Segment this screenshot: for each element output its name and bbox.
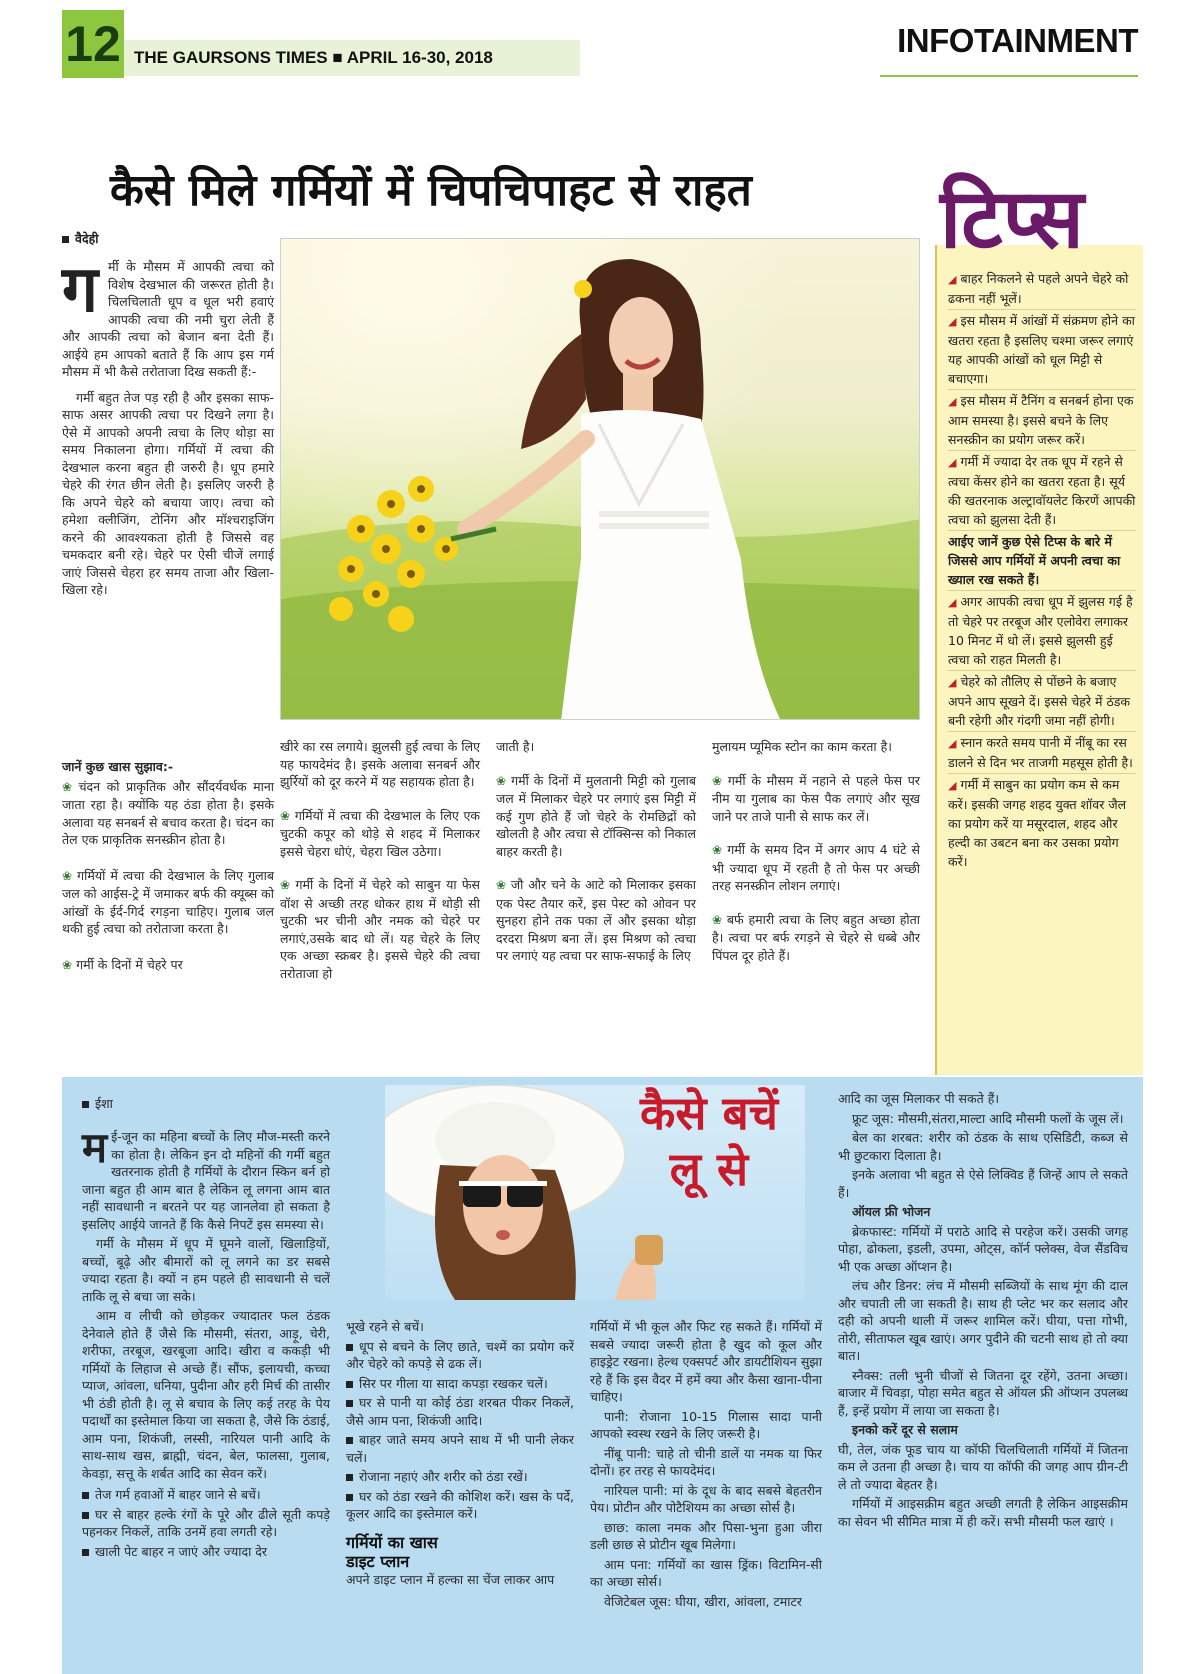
bullet-text: बाहर जाते समय अपने साथ में भी पानी लेकर चलें।: [346, 1432, 574, 1465]
tip-marker-icon: ◢: [948, 779, 957, 792]
tips-title: टिप्स: [940, 172, 1084, 267]
paragraph-text: गर्मी के मौसम में नहाने से पहले फेस पर नीम या गुलाब का फेस पैक लगाएं और सूख जाने पर ताजे पानी से साफ कर लें।: [712, 772, 921, 824]
paragraph: नींबू पानी: चाहे तो चीनी डालें या नमक या फिर दोनों। हर तरह से फायदेमंद।: [590, 1445, 822, 1478]
tip-bold-note: आईए जानें कुछ ऐसे टिप्स के बारे में जिससे आप गर्मियों में अपनी त्वचा का ख्याल रख सकते हैं।: [948, 531, 1136, 591]
paragraph: पानी: रोजाना 10-15 गिलास सादा पानी आपको स्वस्थ रखने के लिए जरूरी है।: [590, 1408, 822, 1441]
paragraph-text: गर्मी के दिनों में चेहरे पर: [76, 956, 183, 972]
paragraph-text: गर्मी के दिनों में मुलतानी मिट्टी को गुलाब जल में मिलाकर चेहरे पर लगाएं इस मिट्टी में कई गुण होते हैं जो चेहरे के रोमछिद्रों को खोलती है और त्वचा से टॉक्सिन्स को निकाल बाहर करती है।: [496, 772, 696, 859]
paragraph: आदि का जूस मिलाकर पी सकते हैं।: [838, 1091, 1000, 1106]
paragraph: आम पना: गर्मियों का खास ड्रिंक। विटामिन-सी का अच्छा सोर्स।: [590, 1556, 822, 1589]
paragraph: [496, 876, 696, 965]
tip-item: [948, 451, 1136, 531]
tip-marker-icon: ◢: [948, 737, 957, 750]
hero-photo: [280, 238, 920, 720]
paragraph-text: चंदन को प्राकृतिक और सौंदर्यवर्धक माना जाता रहा है। क्योंकि यह ठंडा होता है। इसके अलावा यह सनबर्न से बचाव करता है। चंदन का तेल एक प्राकृतिक सनस्क्रीन होता है।: [62, 778, 274, 847]
tip-item: [948, 591, 1136, 671]
paragraph-text: जौ और चने के आटे को मिलाकर इसका एक पेस्ट तैयार करें, इस पेस्ट को ओवन पर सुनहरा होने तक पका लें और इसका थोड़ा दरदरा मिश्रण बना लें। इस मिश्रण को त्वचा पर लगाएं यह त्वचा पर साफ-सफाई के लिए: [496, 877, 696, 963]
bullet-text: धूप से बचने के लिए छाते, चश्में का प्रयोग करें और चेहरे को कपड़े से ढक लें।: [346, 1338, 574, 1371]
article2-column-4: [838, 1090, 1128, 1532]
paragraph: [280, 807, 480, 861]
bullet-item: [82, 1486, 330, 1504]
bullet-item: [346, 1394, 574, 1429]
tip-marker-icon: ◢: [948, 676, 957, 689]
paragraph: जाती है।: [496, 739, 535, 754]
bullet-text: रोजाना नहाएं और शरीर को ठंडा रखें।: [359, 1469, 528, 1484]
bullet-item: [82, 1543, 330, 1561]
leaf-bullet-icon: ❀: [280, 808, 291, 823]
article2-column-2: [346, 1318, 574, 1590]
paragraph: अपने डाइट प्लान में हल्का सा चेंज लाकर आप: [346, 1571, 555, 1587]
bullet-square-icon: [346, 1437, 353, 1444]
bullet-text: घर से पानी या कोई ठंडा शरबत पीकर निकलें, जैसे आम पना, शिकंजी आदि।: [346, 1395, 574, 1428]
article2-column-3: [590, 1318, 822, 1612]
diet-heading-line2: डाइट प्लान: [346, 1551, 410, 1571]
tip-text: बाहर निकलने से पहले अपने चेहरे को ढकना नहीं भूलें।: [948, 271, 1129, 306]
paragraph: [280, 876, 480, 982]
dropcap: ग: [62, 253, 99, 327]
paragraph: र्मी के मौसम में आपकी त्वचा को विशेष देखभाल की जरूरत होती है। चिलचिलाती धूप व धूल भरी हवाएं आपकी त्वचा की नमी चुरा लेती हैं और आपकी त्वचा को बेजान बना देती हैं। आईये हम आपको बताते हैं कि आप इस गर्म मौसम में भी कैसे तरोताजा दिख सकती हैं:-: [62, 259, 274, 379]
leaf-bullet-icon: ❀: [712, 773, 724, 788]
paragraph: गर्मी के मौसम में धूप में घूमने वालों, खिलाड़ियों, बच्चों, बूढ़े और बीमारों को लू लगने का डर सबसे ज्यादा रहता है। क्यों न हम पहले ही सावधानी से चलें ताकि लू से बचा जा सके।: [82, 1236, 330, 1304]
paragraph: घी, तेल, जंक फूड चाय या कॉफी चिलचिलाती गर्मियों में जितना कम ले उतना ही अच्छा है। चाय या कॉफी की जगह आप ग्रीन-टी ले तो ज्यादा बेहतर है।: [838, 1441, 1128, 1492]
tip-text: गर्मी में ज्यादा देर तक धूप में रहने से त्वचा केंसर होने का खतरा रहता है। सूर्य की खतरनाक अल्ट्रावॉयलेट किरणें आपकी त्वचा को झुलसा देती हैं।: [948, 454, 1136, 527]
tip-text: इस मौसम में आंखों में संक्रमण होने का खतरा रहता है इसलिए चश्मा जरूर लगाएं यह आपकी आंखों को धूल मिट्टी से बचाएगा।: [948, 313, 1135, 386]
article2-column-1: [82, 1123, 330, 1562]
bullet-square-icon: [82, 1492, 89, 1499]
tip-item: [948, 732, 1136, 774]
paragraph: भूखे रहने से बचें।: [346, 1319, 424, 1334]
tip-text: इस मौसम में टैनिंग व सनबर्न होना एक आम समस्या है। इससे बचने के लिए सनस्क्रीन का प्रयोग जरूर करें।: [948, 393, 1134, 447]
paragraph: ब्रेकफास्ट: गर्मियों में पराठे आदि से परहेज करें। उसकी जगह पोहा, ढोकला, इडली, उपमा, ओट्स, कॉर्न फ्लेक्स, वेज सैंडविच भी एक अच्छा ऑप्शन है।: [838, 1223, 1128, 1274]
paragraph: स्नैक्स: तली भुनी चीजों से जितना दूर रहेंगे, उतना अच्छा। बाजार में चिवड़ा, पोहा समेत बहुत से ऑयल फ्री ऑप्शन उपलब्ध हैं, इन्हें प्रयोग में लाया जा सकता है।: [838, 1367, 1128, 1418]
paragraph: गर्मी बहुत तेज पड़ रही है और इसका साफ-साफ असर आपकी त्वचा पर दिखने लगा है। ऐसे में आपको अपनी त्वचा के लिए थोड़ा सा समय निकालना होगा। गर्मियों में त्वचा की देखभाल करना बहुत ही जरुरी है। धूप हमारे चेहरे की रंगत छीन लेती है। इसलिए जरुरी है कि अपने चेहरे को बचाया जाए। त्वचा को हमेशा क्लीजिंग, टोनिंग और मॉश्चराइजिंग करने की आवश्यकता होती है जिससे वह चमकदार बनी रहे। चेहरे पर ऐसी चीजें लगाई जाएं जिससे चेहरा हर समय ताजा और खिला-खिला रहे।: [62, 389, 274, 597]
tip-marker-icon: ◢: [948, 596, 957, 609]
tip-marker-icon: ◢: [948, 273, 957, 286]
paragraph: गर्मियों में आइसक्रीम बहुत अच्छी लगती है लेकिन आइसक्रीम का सेवन भी सीमित मात्रा में ही करें। सभी मौसमी फल खाएं ।: [838, 1496, 1128, 1529]
byline-name: ईशा: [95, 1096, 113, 1111]
tip-item: [948, 671, 1136, 732]
diet-plan-heading: [346, 1533, 574, 1571]
article2-headline-line2: लू से: [669, 1142, 749, 1196]
leaf-bullet-icon: ❀: [62, 779, 75, 794]
paragraph: [62, 956, 274, 975]
tip-marker-icon: ◢: [948, 456, 957, 469]
bullet-square-icon: [346, 1400, 353, 1407]
section-rule: [880, 75, 1138, 77]
paragraph: [496, 772, 696, 861]
paragraph: [712, 772, 920, 826]
tips-list: [948, 268, 1136, 872]
paragraph-text: बर्फ हमारी त्वचा के लिए बहुत अच्छा होता है। त्वचा पर बर्फ रगड़ने से चेहरे से धब्बे और पिंपल दूर होते हैं।: [712, 911, 920, 963]
paragraph: [62, 867, 274, 938]
tip-item: [948, 390, 1136, 451]
paragraph: वेजिटेबल जूस: घीया, खीरा, आंवला, टमाटर: [604, 1593, 802, 1609]
bullet-item: [346, 1375, 574, 1393]
subheading: इनको करें दूर से सलाम: [852, 1422, 958, 1437]
article-headline: कैसे मिले गर्मियों में चिपचिपाहट से राहत: [110, 165, 752, 216]
woman-in-field-illustration: [281, 239, 920, 720]
article1-column-3: [496, 738, 696, 973]
paragraph: खीरे का रस लगाये। झुलसी हुई त्वचा के लिए यह फायदेमंद है। इसके अलावा सनबर्न और झुर्रियों को दूर करने में यह सहायक होता है।: [280, 739, 480, 789]
tip-text: स्नान करते समय पानी में नींबू का रस डालने से दिन भर ताजगी महसूस होती है।: [948, 735, 1133, 770]
bullet-text: घर को ठंडा रखने की कोशिश करें। खस के पर्दे, कूलर आदि का इस्तेमाल करें।: [346, 1488, 574, 1521]
publication-bar: THE GAURSONS TIMES ■ APRIL 16-30, 2018: [124, 40, 580, 76]
paragraph: ई-जून का महिना बच्चों के लिए मौज-मस्ती करने का होता है। लेकिन इन दो महिनों की गर्मी बहुत खतरनाक होती है गर्मियों के दौरान स्किन बर्न हो जाना बहुत ही आम बात है लेकिन लू लगना आम बात नहीं सावधानी न बरतने पर यह जानलेवा हो सकता है इसलिए आईये जानते हैं कि कैसे निपटें इस समस्या से।: [82, 1129, 330, 1232]
leaf-bullet-icon: ❀: [712, 843, 724, 857]
dropcap: म: [82, 1123, 108, 1172]
leaf-bullet-icon: ❀: [712, 912, 723, 927]
article2-headline-line1: कैसे बचें: [640, 1086, 778, 1140]
paragraph: आम व लीची को छोड़कर ज्यादातर फल ठंडक देनेवाले होते हैं जैसे कि मौसमी, संतरा, आड़ू, चेरी, शरीफा, तरबूज, खरबूजा आदि। खीरा व ककड़ी भी गर्मियों के लिहाज से अच्छे हैं। सौंफ, इलायची, कच्चा प्याज, आंवला, धनिया, पुदीना और हरी मिर्च की तासीर भी ठंडी होती है। लू से बचाव के लिए कई तरह के पेय पदार्थों का इस्तेमाल किया जा सकता है, जैसे कि ठंडाई, आम पना, शिकंजी, लस्सी, नारियल पानी आदि के साथ-साथ खस, ब्राह्मी, चंदन, बेल, फालसा, गुलाब, केवड़ा, सत्तू के शर्बत आदि का सेवन करें।: [82, 1308, 330, 1481]
article1-column-4: [712, 738, 920, 972]
bullet-item: [346, 1431, 574, 1466]
article1-column-1: [62, 253, 274, 607]
byline-square-icon: [62, 236, 69, 243]
paragraph-text: गर्मी के दिनों में चेहरे को साबुन या फेस वॉश से अच्छी तरह धोकर हाथ में थोड़ी सी चुटकी भर चीनी और नमक को चेहरे पर लगाएं,उसके बाद धो लें। यह चेहरे के लिए एक अच्छा स्क्रबर है। इससे चेहरे की त्वचा तरोताजा हो: [280, 877, 480, 981]
paragraph: नारियल पानी: मां के दूध के बाद सबसे बेहतरीन पेय। प्रोटीन और पोटैशियम का अच्छा सोर्स है।: [590, 1482, 822, 1515]
section-title: INFOTAINMENT: [897, 22, 1138, 59]
tip-marker-icon: ◢: [948, 315, 957, 328]
bullet-item: [346, 1338, 574, 1373]
byline-name: वैदेही: [75, 231, 99, 246]
article1-column-2: [280, 738, 480, 990]
bullet-text: घर से बाहर हल्के रंगों के पूरे और ढीले सूती कपड़े पहनकर निकलें, ताकि उनमें हवा लगती रहे।: [82, 1506, 330, 1539]
leaf-bullet-icon: ❀: [62, 868, 74, 883]
bullet-item: [346, 1468, 574, 1486]
paragraph-text: गर्मियों में त्वचा की देखभाल के लिए एक चुटकी कपूर को थोड़े से शहद में मिलाकर इससे चेहरा धोएं, चेहरा खिल उठेगा।: [280, 807, 480, 859]
paragraph: गर्मियों में भी कूल और फिट रह सकते हैं। गर्मियों में सबसे ज्यादा जरूरी होता है खुद को कूल और हाइड्रेट रखना। हेल्थ एक्सपर्ट और डायटीशियन सुझा रहे हैं कि इस वैदर में हमें क्या और कैसा खाना-पीना चाहिए।: [590, 1319, 822, 1404]
byline: [62, 230, 98, 247]
article2-byline: [82, 1095, 113, 1112]
paragraph: मुलायम प्यूमिक स्टोन का काम करता है।: [712, 739, 893, 754]
bullet-square-icon: [346, 1344, 353, 1351]
page-number: 12: [62, 10, 124, 78]
leaf-bullet-icon: ❀: [62, 957, 73, 972]
byline-square-icon: [82, 1101, 89, 1108]
bullet-item: [82, 1506, 330, 1541]
tips-subheading: जानें कुछ खास सुझाव:-: [62, 759, 174, 774]
bullet-square-icon: [82, 1512, 89, 1519]
subheading: ऑयल फ्री भोजन: [852, 1204, 931, 1219]
tip-marker-icon: ◢: [948, 395, 957, 408]
bullet-text: तेज गर्म हवाओं में बाहर जाने से बचें।: [95, 1487, 261, 1502]
paragraph-text: गर्मी के समय दिन में अगर आप 4 घंटे से भी ज्यादा धूप में रहती है तो फेस पर अच्छी तरह सनस्क्रीन लोशन लगाएं।: [712, 842, 920, 893]
leaf-bullet-icon: ❀: [280, 878, 292, 892]
bullet-square-icon: [346, 1494, 353, 1501]
paragraph: [62, 778, 274, 849]
article2-headline: [640, 1085, 778, 1197]
paragraph: [712, 911, 920, 965]
diet-heading-line1: गर्मियों का खास: [346, 1532, 438, 1552]
paragraph: इनके अलावा भी बहुत से ऐसे लिक्विड हैं जिन्हें आप ले सकते हैं।: [838, 1167, 1128, 1200]
leaf-bullet-icon: ❀: [496, 773, 508, 788]
paragraph: लंच और डिनर: लंच में मौसमी सब्जियों के साथ मूंग की दाल और चपाती ली जा सकती है। साथ ही प्लेट भर कर सलाद और दही को अपनी थाली में जरूर शामिल करें। घीया, पत्ता गोभी, तोरी, सीताफल खूब खाएं। अगर पुदीने की चटनी साथ हो तो क्या बात।: [838, 1278, 1128, 1363]
leaf-bullet-icon: ❀: [496, 878, 507, 892]
bullet-text: खाली पेट बाहर न जाएं और ज्यादा देर: [95, 1543, 268, 1559]
tip-item: [948, 268, 1136, 310]
bullet-text: सिर पर गीला या सादा कपड़ा रखकर चलें।: [359, 1375, 548, 1391]
paragraph-text: गर्मियों में त्वचा की देखभाल के लिए गुलाब जल को आईस-ट्रे में जमाकर बर्फ की क्यूब्स को आंखों के ईर्द-गिर्द रगड़ना चाहिए। गुलाब जल थकी हुई त्वचा को तरोताजा करता है।: [62, 867, 274, 936]
bullet-square-icon: [346, 1474, 353, 1481]
paragraph: फ्रूट जूस: मौसमी,संतरा,माल्टा आदि मौसमी फलों के जूस लें।: [852, 1110, 1124, 1126]
tip-item: [948, 774, 1136, 872]
tip-text: अगर आपकी त्वचा धूप में झुलस गई है तो चेहरे पर तरबूज और एलोवेरा लगाकर 10 मिनट में धो लें। इससे झुलसी हुई त्वचा को राहत मिलती है।: [948, 594, 1133, 667]
paragraph: [712, 841, 920, 895]
paragraph: छाछ: काला नमक और पिसा-भुना हुआ जीरा डली छाछ से प्रोटीन खूब मिलेगा।: [590, 1519, 822, 1552]
paragraph: बेल का शरबत: शरीर को ठंडक के साथ एसिडिटी, कब्ज से भी छुटकारा दिलाता है।: [838, 1130, 1128, 1163]
bullet-square-icon: [82, 1549, 89, 1556]
tip-text: गर्मी में साबुन का प्रयोग कम से कम करें। इसकी जगह शहद युक्त शॉवर जैल का प्रयोग करें या मसूरदाल, शहद और हल्दी का उबटन बना कर उसका प्रयोग करें।: [948, 777, 1127, 869]
tip-text: चेहरे को तौलिए से पोंछने के बजाए अपने आप सूखने दें। इससे चेहरे में ठंडक बनी रहेगी और गंदगी जमा नहीं होगी।: [948, 674, 1131, 728]
tip-item: [948, 310, 1136, 390]
article1-column-1b: [62, 758, 274, 982]
bullet-square-icon: [346, 1381, 353, 1388]
bullet-item: [346, 1488, 574, 1523]
